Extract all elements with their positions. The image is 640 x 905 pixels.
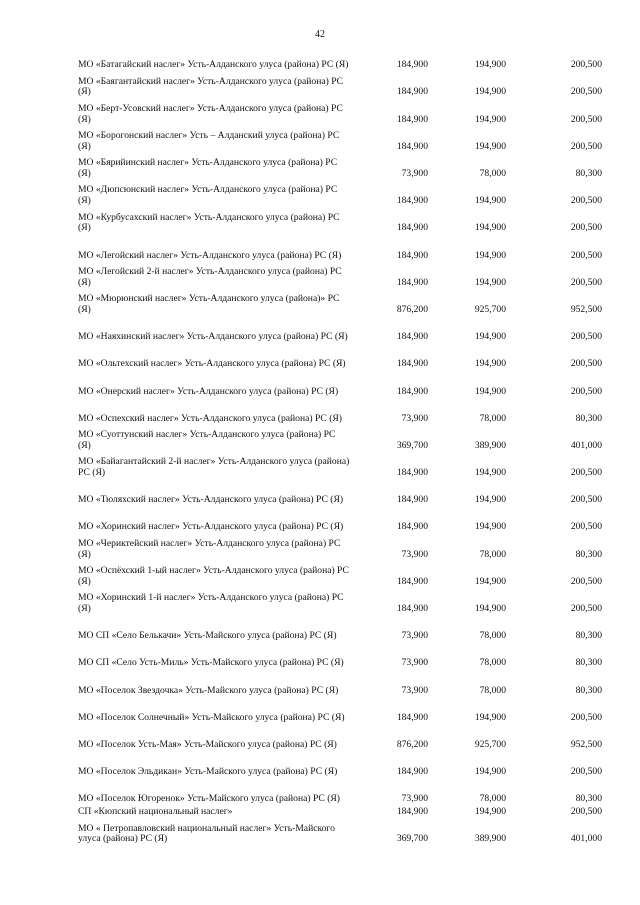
municipality-name-cell — [78, 479, 350, 506]
municipality-name-cell — [78, 425, 350, 452]
value-year-1-text: 73,900 — [401, 793, 428, 805]
value-year-3-text: 200,500 — [570, 222, 602, 234]
value-year-1-text: 184,900 — [396, 575, 428, 587]
municipality-name-text: МО «Поселок Звездочка» Усть-Майского улуса (района) РС (Я) — [78, 684, 339, 696]
value-year-3-cell — [506, 778, 602, 805]
value-year-1-cell — [350, 452, 428, 479]
municipality-name-text: МО «Курбусахский наслег» Усть-Алданского улуса (района) РС (Я) — [78, 211, 340, 234]
value-year-3-text: 200,500 — [570, 140, 602, 152]
municipality-name-text: МО СП «Село Белькачи» Усть-Майского улуса (района) РС (Я) — [78, 630, 337, 642]
value-year-2-text: 78,000 — [479, 793, 506, 805]
table-row — [78, 397, 602, 424]
value-year-1-text: 876,200 — [396, 303, 428, 315]
value-year-3-text: 200,500 — [570, 385, 602, 397]
value-year-1-cell — [350, 751, 428, 778]
page-number: 42 — [315, 29, 325, 40]
table-row — [78, 561, 602, 588]
value-year-3-cell — [506, 818, 602, 845]
value-year-1-cell — [350, 425, 428, 452]
municipality-name-cell — [78, 615, 350, 642]
value-year-2-text: 925,700 — [474, 738, 506, 750]
table-row — [78, 751, 602, 778]
value-year-3-text: 200,500 — [570, 358, 602, 370]
value-year-2-text: 194,900 — [474, 521, 506, 533]
municipality-name-cell — [78, 370, 350, 397]
value-year-1-cell — [350, 289, 428, 316]
value-year-2-cell — [428, 289, 506, 316]
municipality-name-cell — [78, 71, 350, 98]
value-year-2-text: 194,900 — [474, 467, 506, 479]
value-year-2-cell — [428, 506, 506, 533]
value-year-3-cell — [506, 343, 602, 370]
table-row — [78, 153, 602, 180]
table-body — [78, 44, 602, 845]
value-year-1-text: 184,900 — [396, 331, 428, 343]
value-year-1-cell — [350, 697, 428, 724]
value-year-2-cell — [428, 126, 506, 153]
value-year-3-text: 200,500 — [570, 59, 602, 71]
value-year-3-text: 200,500 — [570, 276, 602, 288]
value-year-3-cell — [506, 724, 602, 751]
value-year-3-text: 80,300 — [575, 630, 602, 642]
municipality-name-text: МО «Баягантайский наслег» Усть-Алданского улуса (района) РС (Я) — [78, 75, 344, 98]
value-year-3-text: 200,500 — [570, 521, 602, 533]
value-year-2-text: 194,900 — [474, 249, 506, 261]
value-year-1-text: 184,900 — [396, 140, 428, 152]
table-row — [78, 818, 602, 845]
value-year-2-cell — [428, 153, 506, 180]
value-year-3-text: 80,300 — [575, 684, 602, 696]
value-year-2-text: 194,900 — [474, 140, 506, 152]
value-year-2-cell — [428, 316, 506, 343]
value-year-2-text: 78,000 — [479, 168, 506, 180]
table-row — [78, 615, 602, 642]
table-row — [78, 71, 602, 98]
value-year-1-text: 184,900 — [396, 113, 428, 125]
value-year-3-cell — [506, 669, 602, 696]
value-year-2-text: 194,900 — [474, 766, 506, 778]
municipality-name-text: МО «Легойский наслег» Усть-Алданского улуса (района) РС (Я) — [78, 249, 342, 261]
table-row — [78, 805, 602, 818]
value-year-2-text: 194,900 — [474, 385, 506, 397]
value-year-2-cell — [428, 425, 506, 452]
value-year-1-text: 73,900 — [401, 412, 428, 424]
municipality-name-text: МО СП «Село Усть-Миль» Усть-Майского улуса (района) РС (Я) — [78, 657, 344, 669]
value-year-3-cell — [506, 316, 602, 343]
value-year-3-cell — [506, 533, 602, 560]
municipality-name-cell — [78, 98, 350, 125]
value-year-3-cell — [506, 180, 602, 207]
value-year-2-cell — [428, 71, 506, 98]
table-row — [78, 778, 602, 805]
municipality-name-cell — [78, 44, 350, 71]
municipality-name-text: МО «Поселок Эльдикан» Усть-Майского улуса (района) РС (Я) — [78, 766, 338, 778]
value-year-2-cell — [428, 615, 506, 642]
value-year-1-cell — [350, 343, 428, 370]
value-year-2-text: 194,900 — [474, 358, 506, 370]
value-year-1-cell — [350, 588, 428, 615]
value-year-1-cell — [350, 642, 428, 669]
municipality-name-text: МО «Хоринский 1-й наслег» Усть-Алданского улуса (района) РС (Я) — [78, 592, 344, 615]
value-year-3-cell — [506, 425, 602, 452]
value-year-2-cell — [428, 262, 506, 289]
municipality-name-text: МО «Мюрюнский наслег» Усть-Алданского улуса (района)» РС (Я) — [78, 293, 340, 315]
table-row — [78, 506, 602, 533]
value-year-1-cell — [350, 126, 428, 153]
value-year-2-cell — [428, 724, 506, 751]
municipality-name-text: МО «Оспехский наслег» Усть-Алданского улуса (района) РС (Я) — [78, 412, 343, 424]
table-row — [78, 533, 602, 560]
value-year-1-text: 184,900 — [396, 358, 428, 370]
value-year-3-cell — [506, 234, 602, 261]
value-year-1-cell — [350, 153, 428, 180]
value-year-3-cell — [506, 506, 602, 533]
value-year-1-cell — [350, 778, 428, 805]
municipality-name-cell — [78, 153, 350, 180]
value-year-2-cell — [428, 452, 506, 479]
municipality-name-text: МО «Чериктейский наслег» Усть-Алданского улуса (района) РС (Я) — [78, 537, 341, 560]
value-year-1-text: 184,900 — [396, 59, 428, 71]
value-year-2-text: 194,900 — [474, 603, 506, 615]
value-year-1-cell — [350, 370, 428, 397]
value-year-2-cell — [428, 778, 506, 805]
value-year-1-cell — [350, 615, 428, 642]
value-year-2-text: 78,000 — [479, 657, 506, 669]
table-row — [78, 262, 602, 289]
municipality-name-cell — [78, 697, 350, 724]
municipality-name-text: МО « Петропавловский национальный наслег» Усть-Майского улуса (района) РС (Я) — [78, 822, 335, 845]
value-year-2-text: 194,900 — [474, 711, 506, 723]
value-year-3-cell — [506, 370, 602, 397]
value-year-3-cell — [506, 126, 602, 153]
value-year-1-cell — [350, 805, 428, 818]
municipality-name-text: МО «Батагайский наслег» Усть-Алданского улуса (района) РС (Я) — [78, 59, 349, 71]
value-year-2-text: 389,900 — [474, 439, 506, 451]
value-year-1-text: 73,900 — [401, 168, 428, 180]
municipality-name-text: МО «Борогонский наслег» Усть – Алданский улуса (района) РС (Я) — [78, 129, 340, 152]
value-year-2-cell — [428, 642, 506, 669]
table-row — [78, 724, 602, 751]
table-row — [78, 316, 602, 343]
municipality-name-text: МО «Поселок Югоренок» Усть-Майского улуса (района) РС (Я) — [78, 793, 340, 805]
value-year-1-cell — [350, 316, 428, 343]
municipality-name-cell — [78, 561, 350, 588]
value-year-3-text: 80,300 — [575, 657, 602, 669]
municipality-name-text: МО «Ольтехский наслег» Усть-Алданского улуса (района) РС (Я) — [78, 358, 346, 370]
table-row — [78, 207, 602, 234]
municipality-name-text: МО «Оспёхский 1-ый наслег» Усть-Алданского улуса (района) РС (Я) — [78, 564, 349, 587]
municipality-name-text: МО «Онерский наслег» Усть-Алданского улуса (района) РС (Я) — [78, 385, 339, 397]
value-year-1-cell — [350, 818, 428, 845]
value-year-3-text: 200,500 — [570, 766, 602, 778]
value-year-3-cell — [506, 289, 602, 316]
value-year-1-text: 73,900 — [401, 630, 428, 642]
value-year-2-cell — [428, 669, 506, 696]
value-year-2-text: 194,900 — [474, 276, 506, 288]
table-row — [78, 697, 602, 724]
value-year-1-cell — [350, 724, 428, 751]
municipality-name-text: МО «Суоттунский наслег» Усть-Алданского улуса (района) РС (Я) — [78, 429, 336, 451]
value-year-3-cell — [506, 561, 602, 588]
value-year-1-cell — [350, 669, 428, 696]
value-year-1-text: 184,900 — [396, 806, 428, 818]
municipality-name-text: СП «Кюпский национальный наслег» — [78, 806, 233, 818]
value-year-2-cell — [428, 343, 506, 370]
municipality-name-text: МО «Байагантайский 2-й наслег» Усть-Алданского улуса (района) РС (Я) — [78, 456, 350, 479]
value-year-3-cell — [506, 207, 602, 234]
table-row — [78, 452, 602, 479]
value-year-2-text: 194,900 — [474, 331, 506, 343]
value-year-1-text: 73,900 — [401, 684, 428, 696]
value-year-3-cell — [506, 71, 602, 98]
municipality-name-cell — [78, 234, 350, 261]
municipality-name-cell — [78, 397, 350, 424]
value-year-3-cell — [506, 262, 602, 289]
value-year-3-cell — [506, 397, 602, 424]
municipality-name-cell — [78, 452, 350, 479]
table-row — [78, 289, 602, 316]
table-row — [78, 588, 602, 615]
value-year-2-cell — [428, 805, 506, 818]
value-year-2-text: 389,900 — [474, 833, 506, 845]
value-year-3-cell — [506, 615, 602, 642]
municipality-name-cell — [78, 778, 350, 805]
value-year-2-text: 194,900 — [474, 575, 506, 587]
value-year-3-text: 200,500 — [570, 806, 602, 818]
municipality-name-cell — [78, 805, 350, 818]
value-year-3-text: 952,500 — [570, 738, 602, 750]
municipality-name-cell — [78, 818, 350, 845]
value-year-1-text: 369,700 — [396, 439, 428, 451]
value-year-2-text: 78,000 — [479, 548, 506, 560]
value-year-3-text: 80,300 — [575, 793, 602, 805]
value-year-3-text: 200,500 — [570, 575, 602, 587]
municipality-name-cell — [78, 126, 350, 153]
municipality-name-text: МО «Наяхинский наслег» Усть-Алданского улуса (района) РС (Я) — [78, 331, 348, 343]
value-year-2-text: 194,900 — [474, 494, 506, 506]
value-year-3-cell — [506, 751, 602, 778]
value-year-3-text: 80,300 — [575, 548, 602, 560]
municipality-name-cell — [78, 343, 350, 370]
value-year-2-cell — [428, 98, 506, 125]
table-row — [78, 98, 602, 125]
value-year-1-text: 184,900 — [396, 766, 428, 778]
value-year-1-text: 369,700 — [396, 833, 428, 845]
municipality-name-cell — [78, 180, 350, 207]
municipality-name-cell — [78, 316, 350, 343]
value-year-3-text: 200,500 — [570, 86, 602, 98]
table-row — [78, 669, 602, 696]
value-year-1-text: 73,900 — [401, 657, 428, 669]
value-year-3-text: 200,500 — [570, 249, 602, 261]
value-year-2-cell — [428, 561, 506, 588]
table-row — [78, 642, 602, 669]
value-year-2-cell — [428, 234, 506, 261]
value-year-3-text: 200,500 — [570, 195, 602, 207]
value-year-1-cell — [350, 71, 428, 98]
value-year-2-text: 194,900 — [474, 806, 506, 818]
value-year-2-cell — [428, 818, 506, 845]
table-row — [78, 126, 602, 153]
table-row — [78, 343, 602, 370]
value-year-3-text: 80,300 — [575, 412, 602, 424]
value-year-1-cell — [350, 506, 428, 533]
value-year-2-cell — [428, 180, 506, 207]
table-row — [78, 44, 602, 71]
value-year-1-text: 184,900 — [396, 276, 428, 288]
municipality-name-cell — [78, 207, 350, 234]
value-year-1-cell — [350, 98, 428, 125]
value-year-3-cell — [506, 153, 602, 180]
municipality-name-cell — [78, 506, 350, 533]
value-year-3-cell — [506, 588, 602, 615]
value-year-3-cell — [506, 642, 602, 669]
value-year-3-text: 200,500 — [570, 711, 602, 723]
value-year-1-text: 184,900 — [396, 86, 428, 98]
value-year-1-text: 184,900 — [396, 195, 428, 207]
value-year-2-cell — [428, 533, 506, 560]
value-year-2-text: 194,900 — [474, 113, 506, 125]
municipality-name-cell — [78, 724, 350, 751]
budget-table — [78, 44, 602, 845]
table-row — [78, 425, 602, 452]
value-year-1-cell — [350, 44, 428, 71]
municipality-name-cell — [78, 533, 350, 560]
municipality-name-text: МО «Дюпсюнский наслег» Усть-Алданского улуса (района) РС (Я) — [78, 184, 338, 207]
value-year-3-text: 200,500 — [570, 467, 602, 479]
value-year-2-cell — [428, 479, 506, 506]
value-year-3-cell — [506, 44, 602, 71]
value-year-1-text: 184,900 — [396, 222, 428, 234]
value-year-2-text: 78,000 — [479, 684, 506, 696]
value-year-1-cell — [350, 262, 428, 289]
value-year-2-text: 194,900 — [474, 59, 506, 71]
municipality-name-text: МО «Тюляхский наслег» Усть-Алданского улуса (района) РС (Я) — [78, 494, 344, 506]
table-row — [78, 234, 602, 261]
value-year-1-cell — [350, 180, 428, 207]
municipality-name-text: МО «Легойский 2-й наслег» Усть-Алданского улуса (района) РС (Я) — [78, 265, 342, 288]
municipality-name-text: МО «Хоринский наслег» Усть-Алданского улуса (района) РС (Я) — [78, 521, 344, 533]
value-year-2-text: 925,700 — [474, 303, 506, 315]
value-year-3-cell — [506, 479, 602, 506]
municipality-name-text: МО «Берт-Усовский наслег» Усть-Алданского улуса (района) РС (Я) — [78, 102, 343, 125]
value-year-2-cell — [428, 697, 506, 724]
value-year-3-text: 200,500 — [570, 331, 602, 343]
municipality-name-cell — [78, 669, 350, 696]
value-year-3-cell — [506, 452, 602, 479]
value-year-1-text: 73,900 — [401, 548, 428, 560]
value-year-3-text: 401,000 — [570, 439, 602, 451]
municipality-name-cell — [78, 588, 350, 615]
value-year-1-text: 876,200 — [396, 738, 428, 750]
value-year-3-cell — [506, 697, 602, 724]
value-year-2-text: 194,900 — [474, 222, 506, 234]
value-year-2-text: 194,900 — [474, 86, 506, 98]
value-year-1-text: 184,900 — [396, 603, 428, 615]
value-year-1-text: 184,900 — [396, 521, 428, 533]
table-row — [78, 180, 602, 207]
value-year-1-text: 184,900 — [396, 494, 428, 506]
value-year-1-cell — [350, 234, 428, 261]
value-year-1-text: 184,900 — [396, 249, 428, 261]
municipality-name-text: МО «Поселок Усть-Мая» Усть-Майского улуса (района) РС (Я) — [78, 738, 337, 750]
municipality-name-cell — [78, 262, 350, 289]
value-year-3-text: 200,500 — [570, 113, 602, 125]
value-year-2-cell — [428, 370, 506, 397]
value-year-3-text: 401,000 — [570, 833, 602, 845]
value-year-1-cell — [350, 479, 428, 506]
value-year-2-cell — [428, 44, 506, 71]
value-year-2-text: 78,000 — [479, 630, 506, 642]
value-year-3-cell — [506, 98, 602, 125]
value-year-2-cell — [428, 397, 506, 424]
value-year-2-text: 78,000 — [479, 412, 506, 424]
value-year-1-cell — [350, 561, 428, 588]
value-year-3-text: 952,500 — [570, 303, 602, 315]
municipality-name-text: МО «Бярийинский наслег» Усть-Алданского улуса (района) РС (Я) — [78, 157, 338, 180]
value-year-2-cell — [428, 207, 506, 234]
value-year-2-cell — [428, 588, 506, 615]
table-row — [78, 370, 602, 397]
value-year-1-text: 184,900 — [396, 467, 428, 479]
municipality-name-cell — [78, 289, 350, 316]
table-row — [78, 479, 602, 506]
municipality-name-text: МО «Поселок Солнечный» Усть-Майского улуса (района) РС (Я) — [78, 711, 345, 723]
municipality-name-cell — [78, 751, 350, 778]
value-year-3-text: 200,500 — [570, 603, 602, 615]
value-year-3-cell — [506, 805, 602, 818]
value-year-2-text: 194,900 — [474, 195, 506, 207]
value-year-1-text: 184,900 — [396, 711, 428, 723]
value-year-2-cell — [428, 751, 506, 778]
value-year-1-cell — [350, 397, 428, 424]
value-year-1-cell — [350, 207, 428, 234]
municipality-name-cell — [78, 642, 350, 669]
value-year-3-text: 200,500 — [570, 494, 602, 506]
value-year-1-cell — [350, 533, 428, 560]
value-year-1-text: 184,900 — [396, 385, 428, 397]
value-year-3-text: 80,300 — [575, 168, 602, 180]
